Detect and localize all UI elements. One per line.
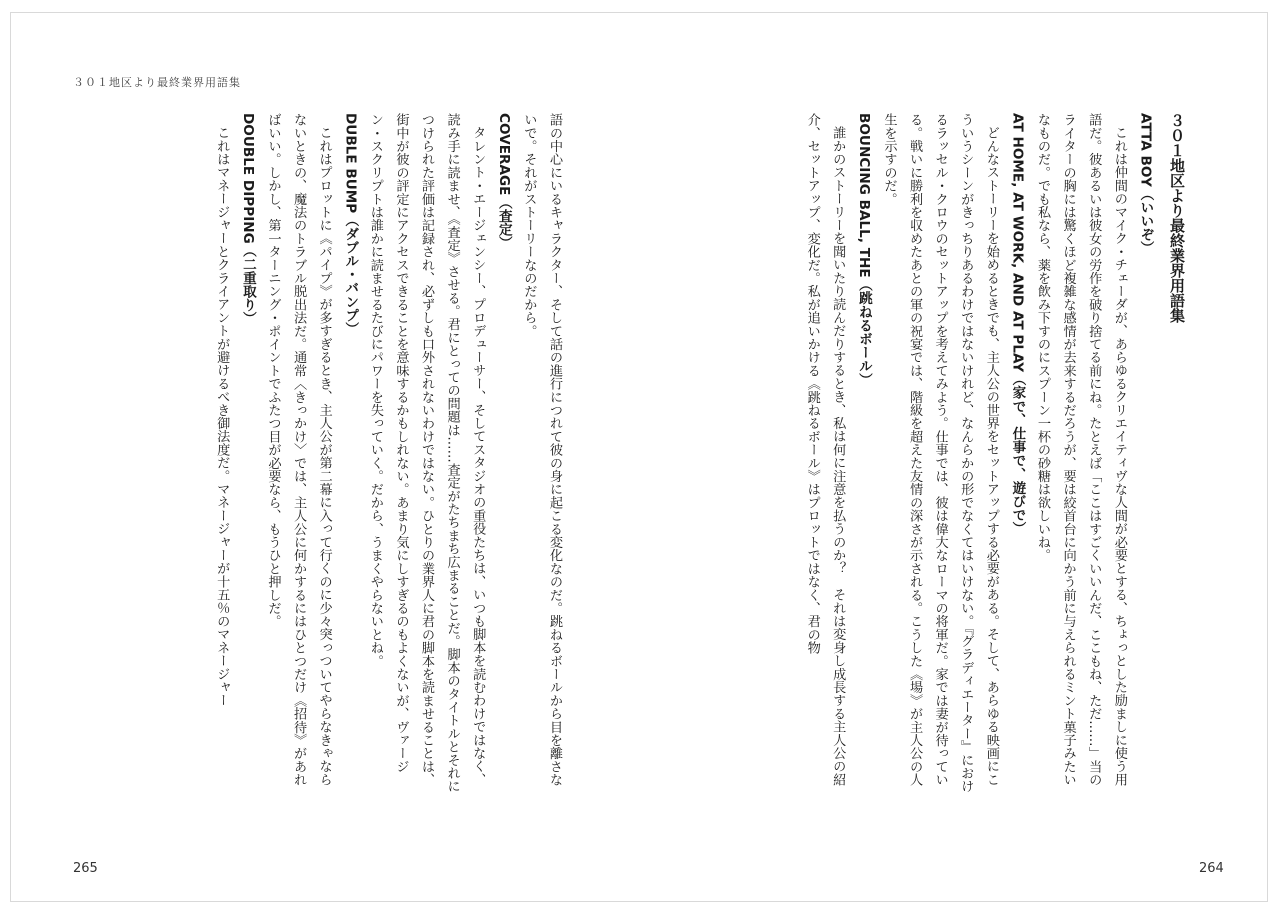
right-page-text [629,113,1189,793]
entry-body-bouncing-ball: 誰かのストーリーを聞いたり読んだりするとき、私は何に注意を払うのか？ それは変身し成長する主人公の紹介、セットアップ、変化だ。私が追いかける《跳ねるボール》はプロットではなく、君の物 [804,113,846,787]
book-spread [10,12,1268,902]
entry-body-double-dipping: これはマネージャーとクライアントが避けるべき御法度だ。マネージャーが十五％のマネージャー [214,126,230,707]
section-title: ３０１地区より最終業界用語集 [1168,113,1186,323]
page-number-right: 264 [1199,861,1224,876]
entry-body-duble-bump: これはプロットに《パイプ》が多すぎるとき、主人公が第二幕に入って行くのに少々突っついてやらなきゃならないときの、魔法のトラブル脱出法だ。通常〈きっかけ〉では、主人公に何かするにはひとつだけ《招待》があればいい。しかし、第一ターニング・ポイントでふたつ目が必要なら、もうひと押しだ。 [265,113,332,787]
entry-heading-at-home: AT HOME, AT WORK, AND AT PLAY（家で、仕事で、遊びで） [1009,113,1026,536]
page-number-left: 265 [73,861,98,876]
entry-heading-bouncing-ball: BOUNCING BALL, THE（跳ねるボール） [855,113,872,387]
left-page-text [27,113,567,793]
running-header: ３０１地区より最終業界用語集 [73,76,241,89]
entry-body-at-home: どんなストーリーを始めるときでも、主人公の世界をセットアップする必要がある。そして、あらゆる映画にこういうシーンがきっちりあるわけではないけれど、なんらかの形でなくてはいけない。『グラディエーター』におけるラッセル・クロウのセットアップを考えてみよう。仕事では、彼は偉大なローマの将軍だ。家では妻が待っている。戦いに勝利を収めたあとの軍の祝宴では、階級を超えた友情の深さが示される。こうした《場》が主人公の人生を示すのだ。 [881,113,999,793]
entry-heading-atta-boy: ATTA BOY（いいぞ） [1137,113,1154,255]
entry-body-coverage: タレント・エージェンシー、プロデューサー、そしてスタジオの重役たちは、いつも脚本を読むわけではなく、読み手に読ませ、《査定》させる。君にとっての問題は……査定がたちまち広まることだ。脚本のタイトルとそれにつけられた評価は記録され、必ずしも口外されないわけではない。ひとりの業界人に君の脚本を読ませることは、街中が彼の評定にアクセスできることを意味するかもしれない。あまり気にしすぎるのもよくないが、ヴァージン・スクリプトは誰かに読ませるたびにパワーを失っていく。だから、うまくやらないとね。 [367,113,486,793]
entry-heading-coverage: COVERAGE（査定） [495,113,512,250]
entry-heading-double-dipping: DOUBLE DIPPING（二重取り） [239,113,256,326]
entry-body-atta-boy: これは仲間のマイク・チェーダが、あらゆるクリエイティヴな人間が必要とする、ちょっとした励ましに使う用語だ。彼あるいは彼女の労作を破り捨てる前にね。たとえば「ここはすごくいいんだ、ここもね、ただ……」当のライターの胸には驚くほど複雑な感情が去来するだろうが、要は絞首台に向かう前に与えられるミント菓子みたいなものだ。でも私なら、薬を飲み下すのにスプーン一杯の砂糖は欲しいね。 [1035,113,1127,787]
entry-heading-duble-bump: DUBLE BUMP（ダブル・バンプ） [342,113,359,336]
entry-body-continuation: 語の中心にいるキャラクター、そして話の進行につれて彼の身に起こる変化なのだ。跳ねるボールから目を離さないで。それがストーリーなのだから。 [521,113,562,787]
